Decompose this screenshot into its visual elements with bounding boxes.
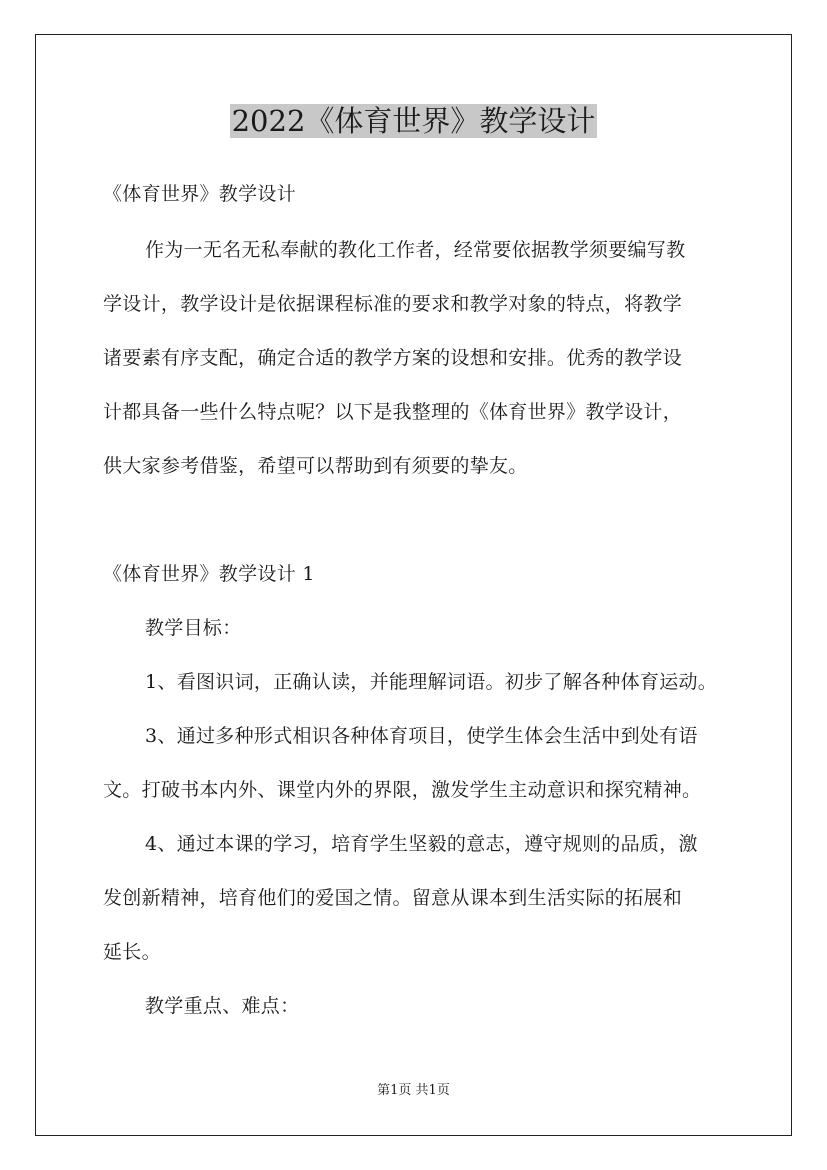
intro-line-4: 计都具备一些什么特点呢？以下是我整理的《体育世界》教学设计， bbox=[103, 401, 683, 423]
key-points-label: 教学重点、难点： bbox=[145, 995, 300, 1017]
goal-1: 1、看图识词，正确认读，并能理解词语。初步了解各种体育运动。 bbox=[145, 671, 718, 693]
goal-4-line-2: 发创新精神，培育他们的爱国之情。留意从课本到生活实际的拓展和 bbox=[103, 887, 683, 909]
document-subtitle: 《体育世界》教学设计 bbox=[103, 183, 297, 205]
section-heading: 《体育世界》教学设计 1 bbox=[103, 563, 315, 585]
goal-3-line-2: 文。打破书本内外、课堂内外的界限，激发学生主动意识和探究精神。 bbox=[103, 779, 702, 801]
intro-line-1: 作为一无名无私奉献的教化工作者，经常要依据教学须要编写教 bbox=[145, 239, 686, 261]
page-indicator: 第1页 共1页 bbox=[377, 1083, 450, 1098]
goals-label: 教学目标： bbox=[145, 617, 242, 639]
goal-3-line-1: 3、通过多种形式相识各种体育项目，使学生体会生活中到处有语 bbox=[145, 725, 698, 747]
goal-4-line-1: 4、通过本课的学习，培育学生坚毅的意志，遵守规则的品质，激 bbox=[145, 833, 698, 855]
intro-line-3: 诸要素有序支配，确定合适的教学方案的设想和安排。优秀的教学设 bbox=[103, 347, 683, 369]
document-title-text: 2022《体育世界》教学设计 bbox=[231, 104, 596, 138]
document-title bbox=[0, 100, 827, 142]
intro-line-2: 学设计，教学设计是依据课程标准的要求和教学对象的特点，将教学 bbox=[103, 293, 683, 315]
page-footer bbox=[0, 1082, 827, 1100]
goal-4-line-3: 延长。 bbox=[103, 941, 161, 963]
intro-line-5: 供大家参考借鉴，希望可以帮助到有须要的挚友。 bbox=[103, 455, 528, 477]
